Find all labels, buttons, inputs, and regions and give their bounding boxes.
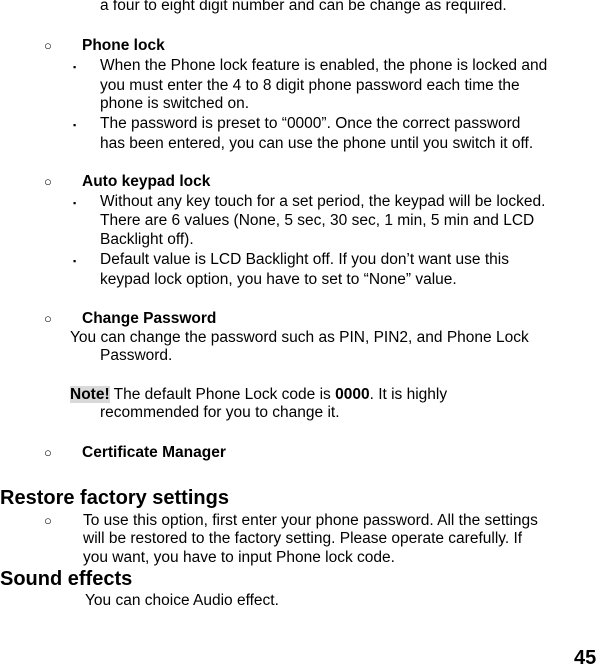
- note-text-after: . It is highly: [369, 386, 448, 403]
- sound-heading: Sound effects: [0, 568, 133, 590]
- keypad-bullet-1-line-3: Backlight off).: [100, 231, 194, 248]
- note-line: [70, 385, 447, 405]
- circle-bullet-icon: ○: [44, 174, 52, 189]
- square-bullet-icon: ▪: [73, 120, 77, 130]
- note-text-before: The default Phone Lock code is: [109, 386, 336, 403]
- circle-bullet-icon: ○: [44, 311, 52, 326]
- keypad-bullet-1-line-2: There are 6 values (None, 5 sec, 30 sec, 1 min, 5 min and LCD: [100, 212, 535, 229]
- change-password-line-1: You can change the password such as PIN, PIN2, and Phone Lock: [70, 329, 529, 346]
- change-password-title: Change Password: [82, 310, 217, 327]
- phone-lock-bullet-1-line-1: When the Phone lock feature is enabled, the phone is locked and: [100, 57, 548, 74]
- keypad-bullet-2-line-1: Default value is LCD Backlight off. If you don’t want use this: [100, 251, 509, 268]
- circle-bullet-icon: ○: [44, 38, 52, 53]
- phone-lock-title: Phone lock: [82, 37, 165, 54]
- restore-line-3: you want, you have to input Phone lock code.: [83, 549, 395, 566]
- phone-lock-bullet-1-line-3: phone is switched on.: [100, 95, 250, 112]
- restore-line-1: To use this option, first enter your phone password. All the settings: [83, 512, 538, 529]
- restore-heading: Restore factory settings: [0, 487, 229, 509]
- sound-text: You can choice Audio effect.: [85, 592, 279, 609]
- phone-lock-bullet-2-line-1: The password is preset to “0000”. Once the correct password: [100, 115, 521, 132]
- square-bullet-icon: ▪: [73, 198, 77, 208]
- change-password-line-2: Password.: [100, 347, 173, 364]
- auto-keypad-lock-title: Auto keypad lock: [82, 173, 211, 190]
- phone-lock-bullet-2-line-2: has been entered, you can use the phone until you switch it off.: [100, 135, 534, 152]
- page-number: 45: [574, 647, 597, 669]
- circle-bullet-icon: ○: [44, 513, 52, 528]
- restore-line-2: will be restored to the factory setting. Please operate carefully. If: [83, 530, 523, 547]
- intro-text: a four to eight digit number and can be change as required.: [100, 0, 507, 14]
- note-code: 0000: [335, 386, 370, 403]
- square-bullet-icon: ▪: [73, 62, 77, 72]
- square-bullet-icon: ▪: [73, 256, 77, 266]
- keypad-bullet-1-line-1: Without any key touch for a set period, the keypad will be locked.: [100, 193, 546, 210]
- keypad-bullet-2-line-2: keypad lock option, you have to set to “None” value.: [100, 271, 457, 288]
- certificate-manager-title: Certificate Manager: [82, 444, 226, 461]
- note-label: Note!: [70, 386, 110, 403]
- circle-bullet-icon: ○: [44, 445, 52, 460]
- note-line-2: recommended for you to change it.: [100, 404, 340, 421]
- phone-lock-bullet-1-line-2: you must enter the 4 to 8 digit phone password each time the: [100, 77, 520, 94]
